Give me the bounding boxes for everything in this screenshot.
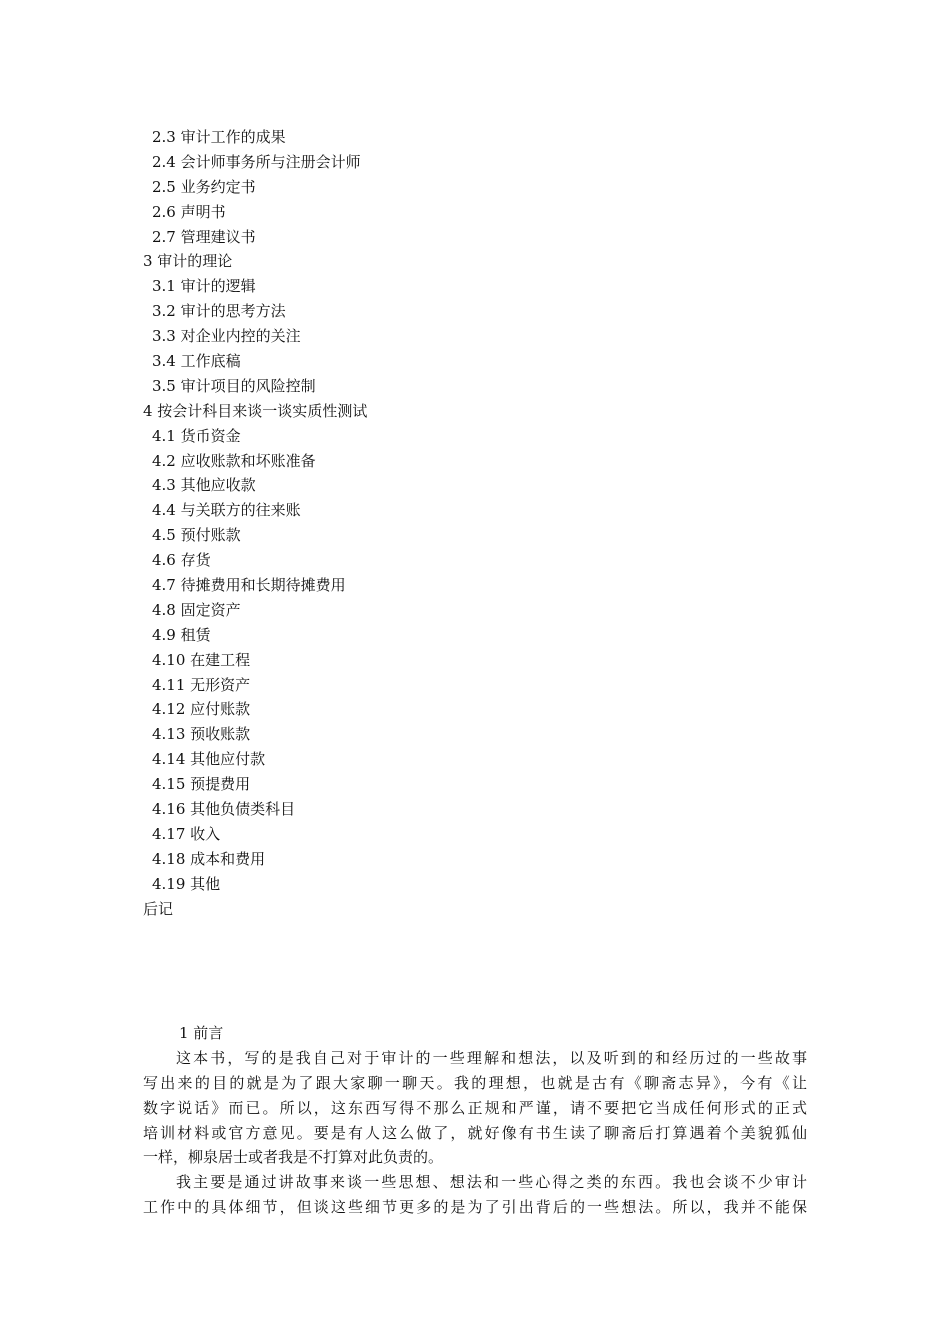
toc-entry: 2.5 业务约定书: [152, 177, 256, 196]
toc-entry: 4.10 在建工程: [152, 650, 251, 669]
toc-entry: 4.12 应付账款: [152, 700, 251, 719]
toc-entry: 4.3 其他应收款: [152, 476, 256, 495]
toc-entry: 4.1 货币资金: [152, 426, 241, 445]
toc-entry: 3.5 审计项目的风险控制: [152, 376, 316, 395]
toc-entry: 4.8 固定资产: [152, 600, 241, 619]
paragraph: [143, 1170, 807, 1220]
toc-entry: 3.1 审计的逻辑: [152, 277, 256, 296]
toc-entry: 4.14 其他应付款: [152, 750, 266, 769]
toc-entry: 3.2 审计的思考方法: [152, 302, 286, 321]
paragraph-line: 写出来的目的就是为了跟大家聊一聊天。我的理想，也就是古有《聊斋志异》，今有《让: [143, 1073, 807, 1092]
preface-section: [143, 1021, 807, 1220]
toc-entry: 4.7 待摊费用和长期待摊费用: [152, 576, 346, 595]
toc-entry: 2.3 审计工作的成果: [152, 128, 286, 146]
paragraph-line: 培训材料或官方意见。要是有人这么做了，就好像有书生读了聊斋后打算遇着个美貌狐仙: [143, 1123, 807, 1142]
table-of-contents: [143, 125, 823, 922]
toc-entry: 2.7 管理建议书: [152, 227, 256, 246]
toc-entry: 4.18 成本和费用: [152, 849, 266, 868]
paragraph-line: 工作中的具体细节，但谈这些细节更多的是为了引出背后的一些想法。所以，我并不能保: [143, 1198, 807, 1217]
paragraph-line: 数字说话》而已。所以，这东西写得不那么正规和严谨，请不要把它当成任何形式的正式: [143, 1098, 807, 1117]
toc-entry: 4.5 预付账款: [152, 526, 241, 545]
paragraph-line: 这本书，写的是我自己对于审计的一些理解和想法，以及听到的和经历过的一些故事: [176, 1048, 807, 1067]
toc-entry: 4.6 存货: [152, 551, 211, 570]
toc-entry: 4.11 无形资产: [152, 675, 251, 694]
toc-entry: 2.4 会计师事务所与注册会计师: [152, 152, 361, 171]
toc-entry: 2.6 声明书: [152, 202, 226, 221]
toc-entry: 4.19 其他: [152, 874, 221, 893]
toc-entry: 4.15 预提费用: [152, 775, 251, 794]
toc-entry: 4.17 收入: [152, 824, 221, 843]
paragraph: [143, 1046, 807, 1170]
toc-chapter: 后记: [143, 899, 174, 918]
paragraphs: [143, 1046, 807, 1220]
toc-entry: 4.16 其他负债类科目: [152, 800, 296, 819]
toc-entry: 4.13 预收账款: [152, 725, 251, 744]
toc-entry: 4.9 租赁: [152, 625, 211, 644]
toc-entry: 3.3 对企业内控的关注: [152, 327, 301, 346]
toc-entry: 3.4 工作底稿: [152, 352, 241, 371]
section-heading: 1 前言: [179, 1024, 224, 1042]
paragraph-line: 我主要是通过讲故事来谈一些思想、想法和一些心得之类的东西。我也会谈不少审计: [176, 1173, 807, 1192]
toc-entry: 4.2 应收账款和坏账准备: [152, 451, 316, 470]
toc-chapter: 3 审计的理论: [143, 252, 233, 271]
paragraph-line: 一样，柳泉居士或者我是不打算对此负责的。: [143, 1148, 444, 1167]
toc-entry: 4.4 与关联方的往来账: [152, 501, 301, 520]
toc-chapter: 4 按会计科目来谈一谈实质性测试: [143, 401, 368, 420]
